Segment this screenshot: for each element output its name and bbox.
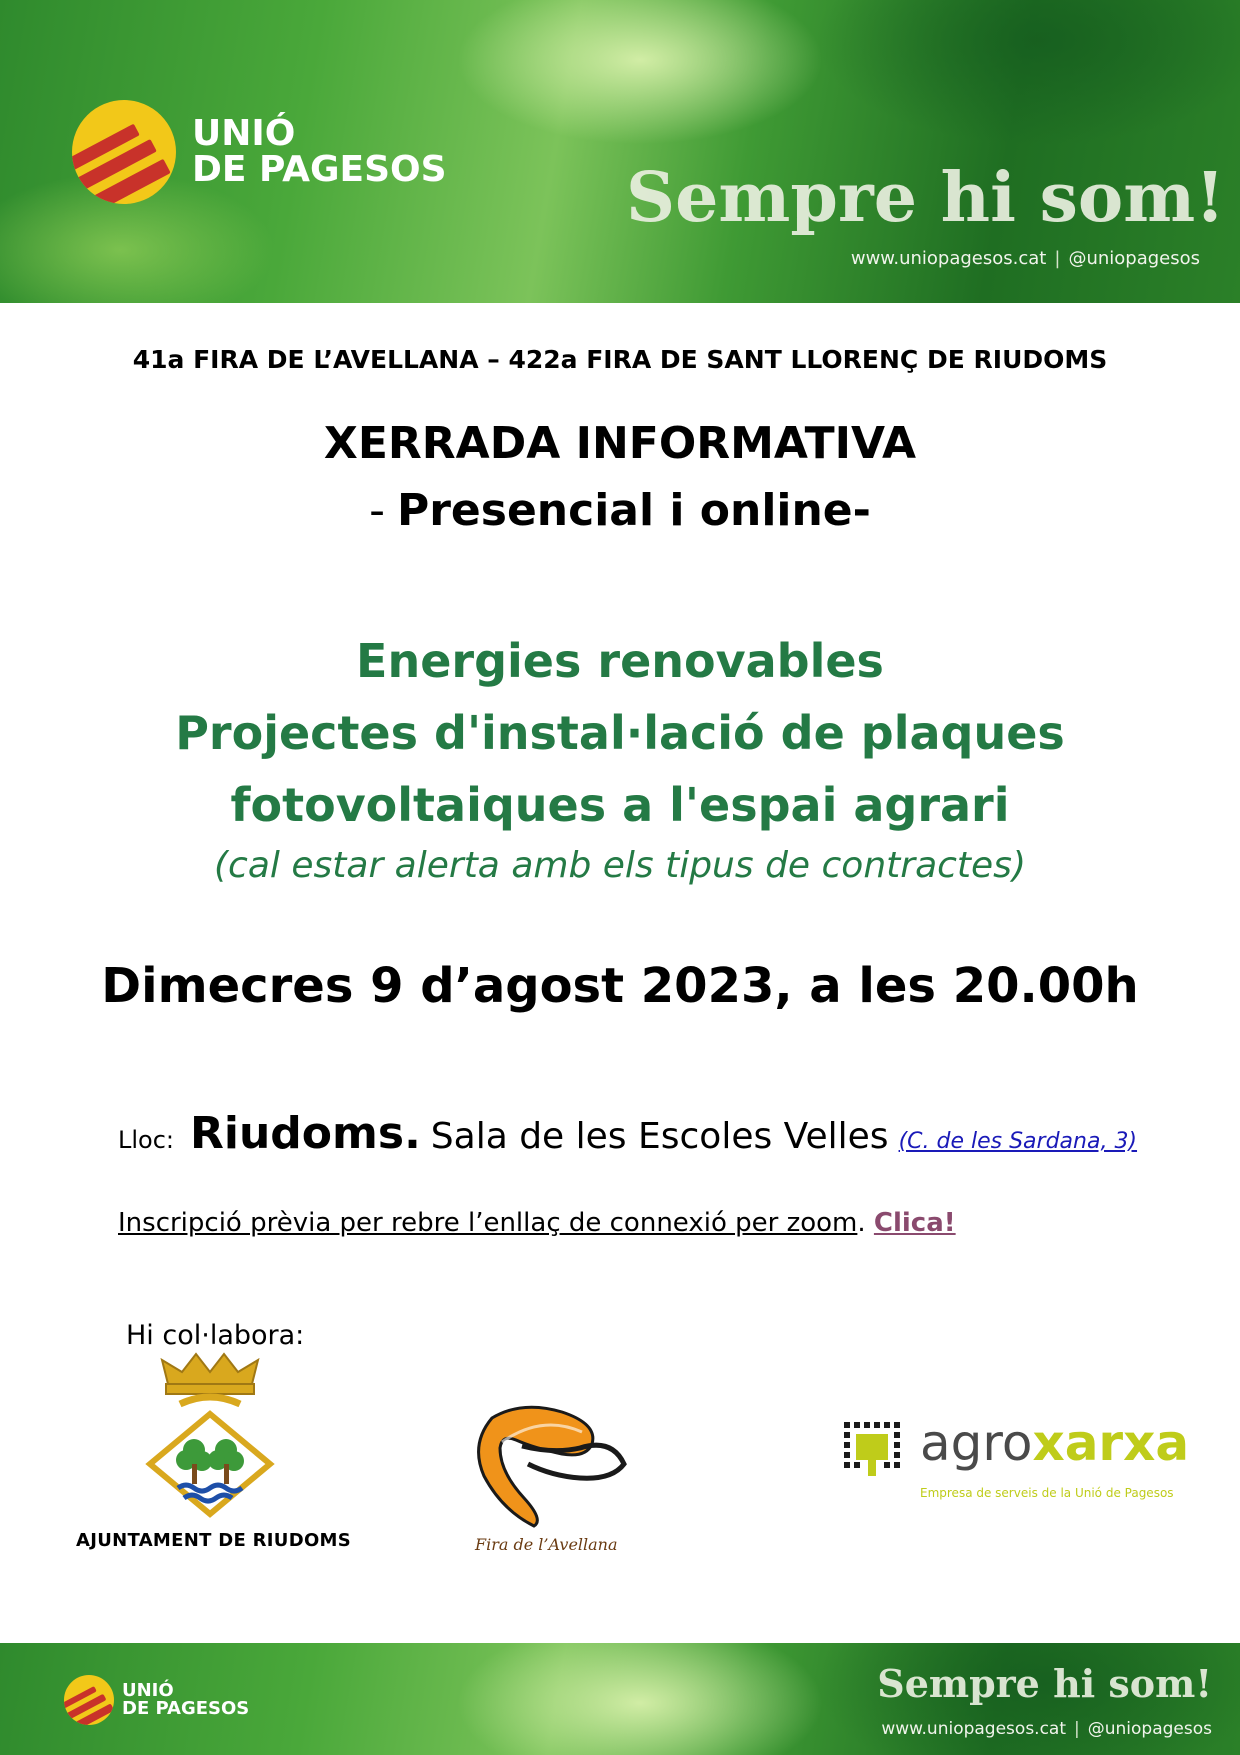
footer-logo-line-1: UNIÓ — [122, 1680, 174, 1701]
header-banner — [0, 0, 1240, 303]
ajuntament-label: AJUNTAMENT DE RIUDOMS — [76, 1530, 352, 1551]
topic-line-3: fotovoltaiques a l'espai agrari — [230, 778, 1010, 832]
website-link[interactable]: www.uniopagesos.cat — [850, 248, 1047, 269]
footer-website-link[interactable]: www.uniopagesos.cat — [881, 1719, 1067, 1739]
registration-text[interactable]: Inscripció prèvia per rebre l’enllaç de connexió per zoom — [118, 1208, 858, 1238]
topic-note: (cal estar alerta amb els tipus de contractes) — [214, 845, 1026, 886]
footer-web-line: www.uniopagesos.cat | @uniopagesos — [881, 1719, 1212, 1739]
place-city: Riudoms. — [190, 1108, 421, 1159]
social-handle[interactable]: @uniopagesos — [1068, 248, 1200, 269]
talk-mode: - Presencial i online- — [369, 485, 871, 536]
topic-line-2: Projectes d'instal·lació de plaques — [175, 706, 1065, 760]
riudoms-coat-of-arms-icon — [140, 1352, 280, 1522]
logo-line-2: DE PAGESOS — [192, 149, 447, 190]
agroxarxa-logo-icon — [842, 1420, 906, 1484]
slogan: Sempre hi som! — [626, 158, 1226, 238]
collaborators-label: Hi col·labora: — [126, 1320, 305, 1351]
fair-title: 41a FIRA DE L’AVELLANA – 422a FIRA DE SANT LLORENÇ DE RIUDOMS — [132, 345, 1108, 374]
registration-line: Inscripció prèvia per rebre l’enllaç de connexió per zoom. Clica! — [118, 1208, 956, 1238]
footer-social-handle[interactable]: @uniopagesos — [1087, 1719, 1212, 1739]
event-date: Dimecres 9 d’agost 2023, a les 20.00h — [101, 958, 1139, 1014]
sun-field-icon — [72, 100, 176, 204]
agroxarxa-name: agroxarxa — [920, 1414, 1190, 1472]
fira-avellana-logo-icon — [462, 1402, 632, 1534]
footer-banner — [0, 1643, 1240, 1755]
place-label: Lloc: — [118, 1126, 175, 1154]
registration-link[interactable]: Clica! — [873, 1208, 956, 1238]
footer-unio-pagesos-logo — [64, 1675, 249, 1725]
footer-logo-line-2: DE PAGESOS — [122, 1698, 250, 1719]
unio-pagesos-logo — [72, 100, 447, 204]
logo-line-1: UNIÓ — [192, 113, 296, 154]
footer-sun-field-icon — [64, 1675, 114, 1725]
address-link[interactable]: (C. de les Sardana, 3) — [898, 1129, 1138, 1154]
topic-line-1: Energies renovables — [356, 634, 884, 688]
footer-slogan: Sempre hi som! — [877, 1661, 1212, 1706]
agroxarxa-tagline: Empresa de serveis de la Unió de Pagesos — [920, 1486, 1174, 1500]
event-place — [118, 1108, 1137, 1159]
place-venue: Sala de les Escoles Velles — [430, 1116, 889, 1157]
fira-label: Fira de l’Avellana — [475, 1535, 618, 1554]
talk-title: XERRADA INFORMATIVA — [323, 418, 917, 469]
header-web-line: www.uniopagesos.cat | @uniopagesos — [850, 248, 1200, 269]
